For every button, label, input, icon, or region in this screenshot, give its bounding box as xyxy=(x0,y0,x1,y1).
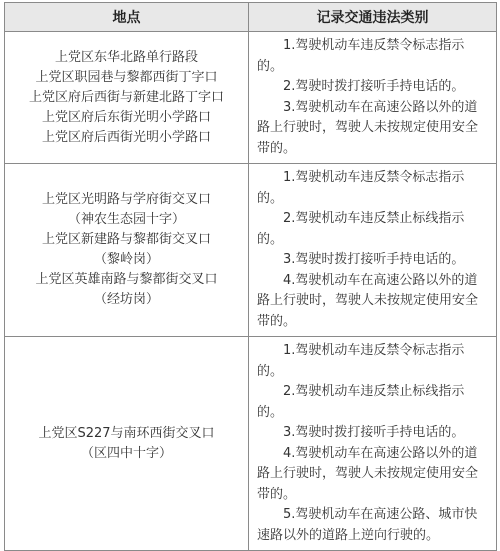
violation-item: 1.驾驶机动车违反禁令标志指示的。 xyxy=(257,343,465,379)
header-location: 地点 xyxy=(5,3,249,32)
violation-cell xyxy=(249,32,497,164)
table-row xyxy=(5,164,497,337)
location-line: 上党区东华北路单行路段 xyxy=(54,49,198,65)
location-line: （经坊岗） xyxy=(93,292,159,307)
location-line: 上党区英雄南路与黎都街交叉口 xyxy=(35,272,218,287)
location-line: 上党区府后西街与新建北路丁字口 xyxy=(28,89,224,105)
violation-item: 2.驾驶机动车违反禁止标线指示的。 xyxy=(257,384,465,420)
table-row xyxy=(5,337,497,551)
location-line: 上党区府后西街光明小学路口 xyxy=(41,129,211,145)
violation-item: 1.驾驶机动车违反禁令标志指示的。 xyxy=(257,38,465,74)
violation-item: 3.驾驶机动车在高速公路以外的道路上行驶时，驾驶人未按规定使用安全带的。 xyxy=(257,99,479,156)
violation-item: 2.驾驶机动车违反禁止标线指示的。 xyxy=(257,211,465,247)
header-category: 记录交通违法类别 xyxy=(249,3,497,32)
location-cell xyxy=(5,337,249,551)
violation-cell xyxy=(249,164,497,337)
location-line: （区四中十字） xyxy=(80,445,172,461)
violation-item: 3.驾驶时拨打接听手持电话的。 xyxy=(283,252,465,267)
location-line: 上党区光明路与学府街交叉口 xyxy=(41,192,211,207)
violation-item: 1.驾驶机动车违反禁令标志指示的。 xyxy=(257,170,465,206)
header-row xyxy=(5,3,497,32)
location-line: 上党区职园巷与黎都西街丁字口 xyxy=(35,69,218,85)
violation-item: 5.驾驶机动车在高速公路、城市快速路以外的道路上逆向行驶的。 xyxy=(257,507,478,543)
violation-item: 3.驾驶时拨打接听手持电话的。 xyxy=(283,425,465,440)
location-cell xyxy=(5,32,249,164)
location-line: 上党区府后东街光明小学路口 xyxy=(41,109,211,125)
violation-item: 4.驾驶机动车在高速公路以外的道路上行驶时，驾驶人未按规定使用安全带的。 xyxy=(257,445,479,502)
location-line: 上党区S227与南环西街交叉口 xyxy=(38,425,215,441)
violation-item: 2.驾驶时拨打接听手持电话的。 xyxy=(283,79,465,94)
location-line: 上党区新建路与黎都街交叉口 xyxy=(41,232,211,247)
location-cell xyxy=(5,164,249,337)
violation-item: 4.驾驶机动车在高速公路以外的道路上行驶时，驾驶人未按规定使用安全带的。 xyxy=(257,272,479,329)
table-row xyxy=(5,32,497,164)
location-line: （黎岭岗） xyxy=(93,252,159,267)
location-line: （神农生态园十字） xyxy=(67,212,185,227)
violation-cell xyxy=(249,337,497,551)
violation-table xyxy=(4,2,497,551)
